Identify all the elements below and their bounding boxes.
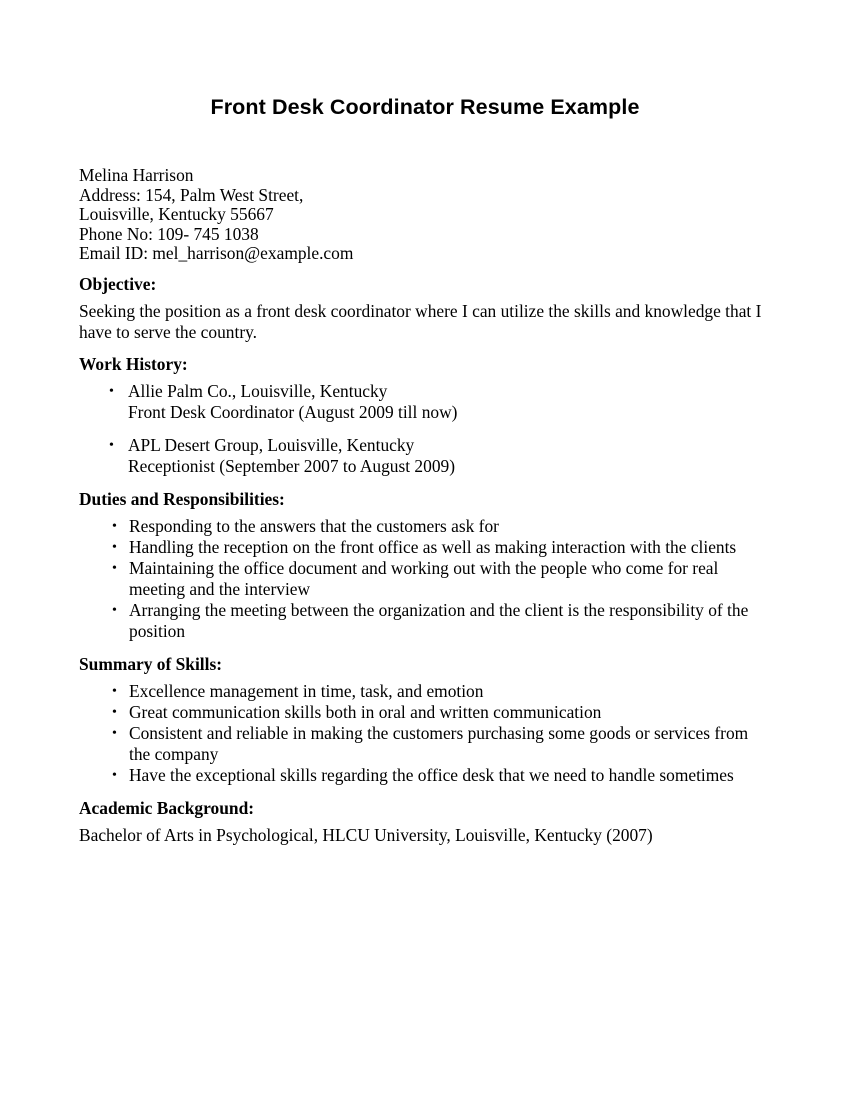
phone-number: Phone No: 109- 745 1038	[79, 223, 259, 244]
list-item: • Great communication skills both in oral and written communication	[79, 702, 771, 723]
list-item: • Consistent and reliable in making the customers purchasing some goods or services from the company	[79, 723, 771, 765]
work-history-list	[79, 381, 771, 477]
section-heading-duties: Duties and Responsibilities:	[79, 488, 285, 509]
list-item: • Arranging the meeting between the organization and the client is the responsibility of the position	[79, 600, 771, 642]
work-role: Front Desk Coordinator (August 2009 till now)	[128, 401, 458, 422]
list-item: • Excellence management in time, task, and emotion	[79, 681, 771, 702]
document-body	[79, 94, 771, 850]
email-address: Email ID: mel_harrison@example.com	[79, 243, 354, 264]
list-item: • Responding to the answers that the customers ask for	[79, 516, 771, 537]
list-item	[79, 435, 771, 477]
contact-block	[79, 166, 771, 264]
section-heading-academic: Academic Background:	[79, 797, 255, 818]
address-line-1: Address: 154, Palm West Street,	[79, 184, 304, 205]
work-company: • APL Desert Group, Louisville, Kentucky	[128, 434, 415, 455]
duties-list	[79, 516, 771, 642]
section-heading-skills: Summary of Skills:	[79, 653, 223, 674]
page-title: Front Desk Coordinator Resume Example	[210, 95, 640, 119]
list-item	[79, 381, 771, 423]
list-item: • Maintaining the office document and working out with the people who come for real meeting and the interview	[79, 558, 771, 600]
work-role: Receptionist (September 2007 to August 2009)	[128, 455, 455, 476]
section-heading-work-history: Work History:	[79, 353, 188, 374]
list-item: • Have the exceptional skills regarding the office desk that we need to handle sometimes	[79, 765, 771, 786]
work-company: • Allie Palm Co., Louisville, Kentucky	[128, 380, 388, 401]
section-heading-objective: Objective:	[79, 273, 157, 294]
skills-list	[79, 681, 771, 786]
list-item: • Handling the reception on the front office as well as making interaction with the clients	[79, 537, 771, 558]
academic-text: Bachelor of Arts in Psychological, HLCU University, Louisville, Kentucky (2007)	[79, 824, 653, 845]
candidate-name: Melina Harrison	[79, 165, 194, 185]
objective-text: Seeking the position as a front desk coordinator where I can utilize the skills and knowledge that I have to serve the country.	[79, 300, 762, 342]
address-line-2: Louisville, Kentucky 55667	[79, 204, 274, 225]
